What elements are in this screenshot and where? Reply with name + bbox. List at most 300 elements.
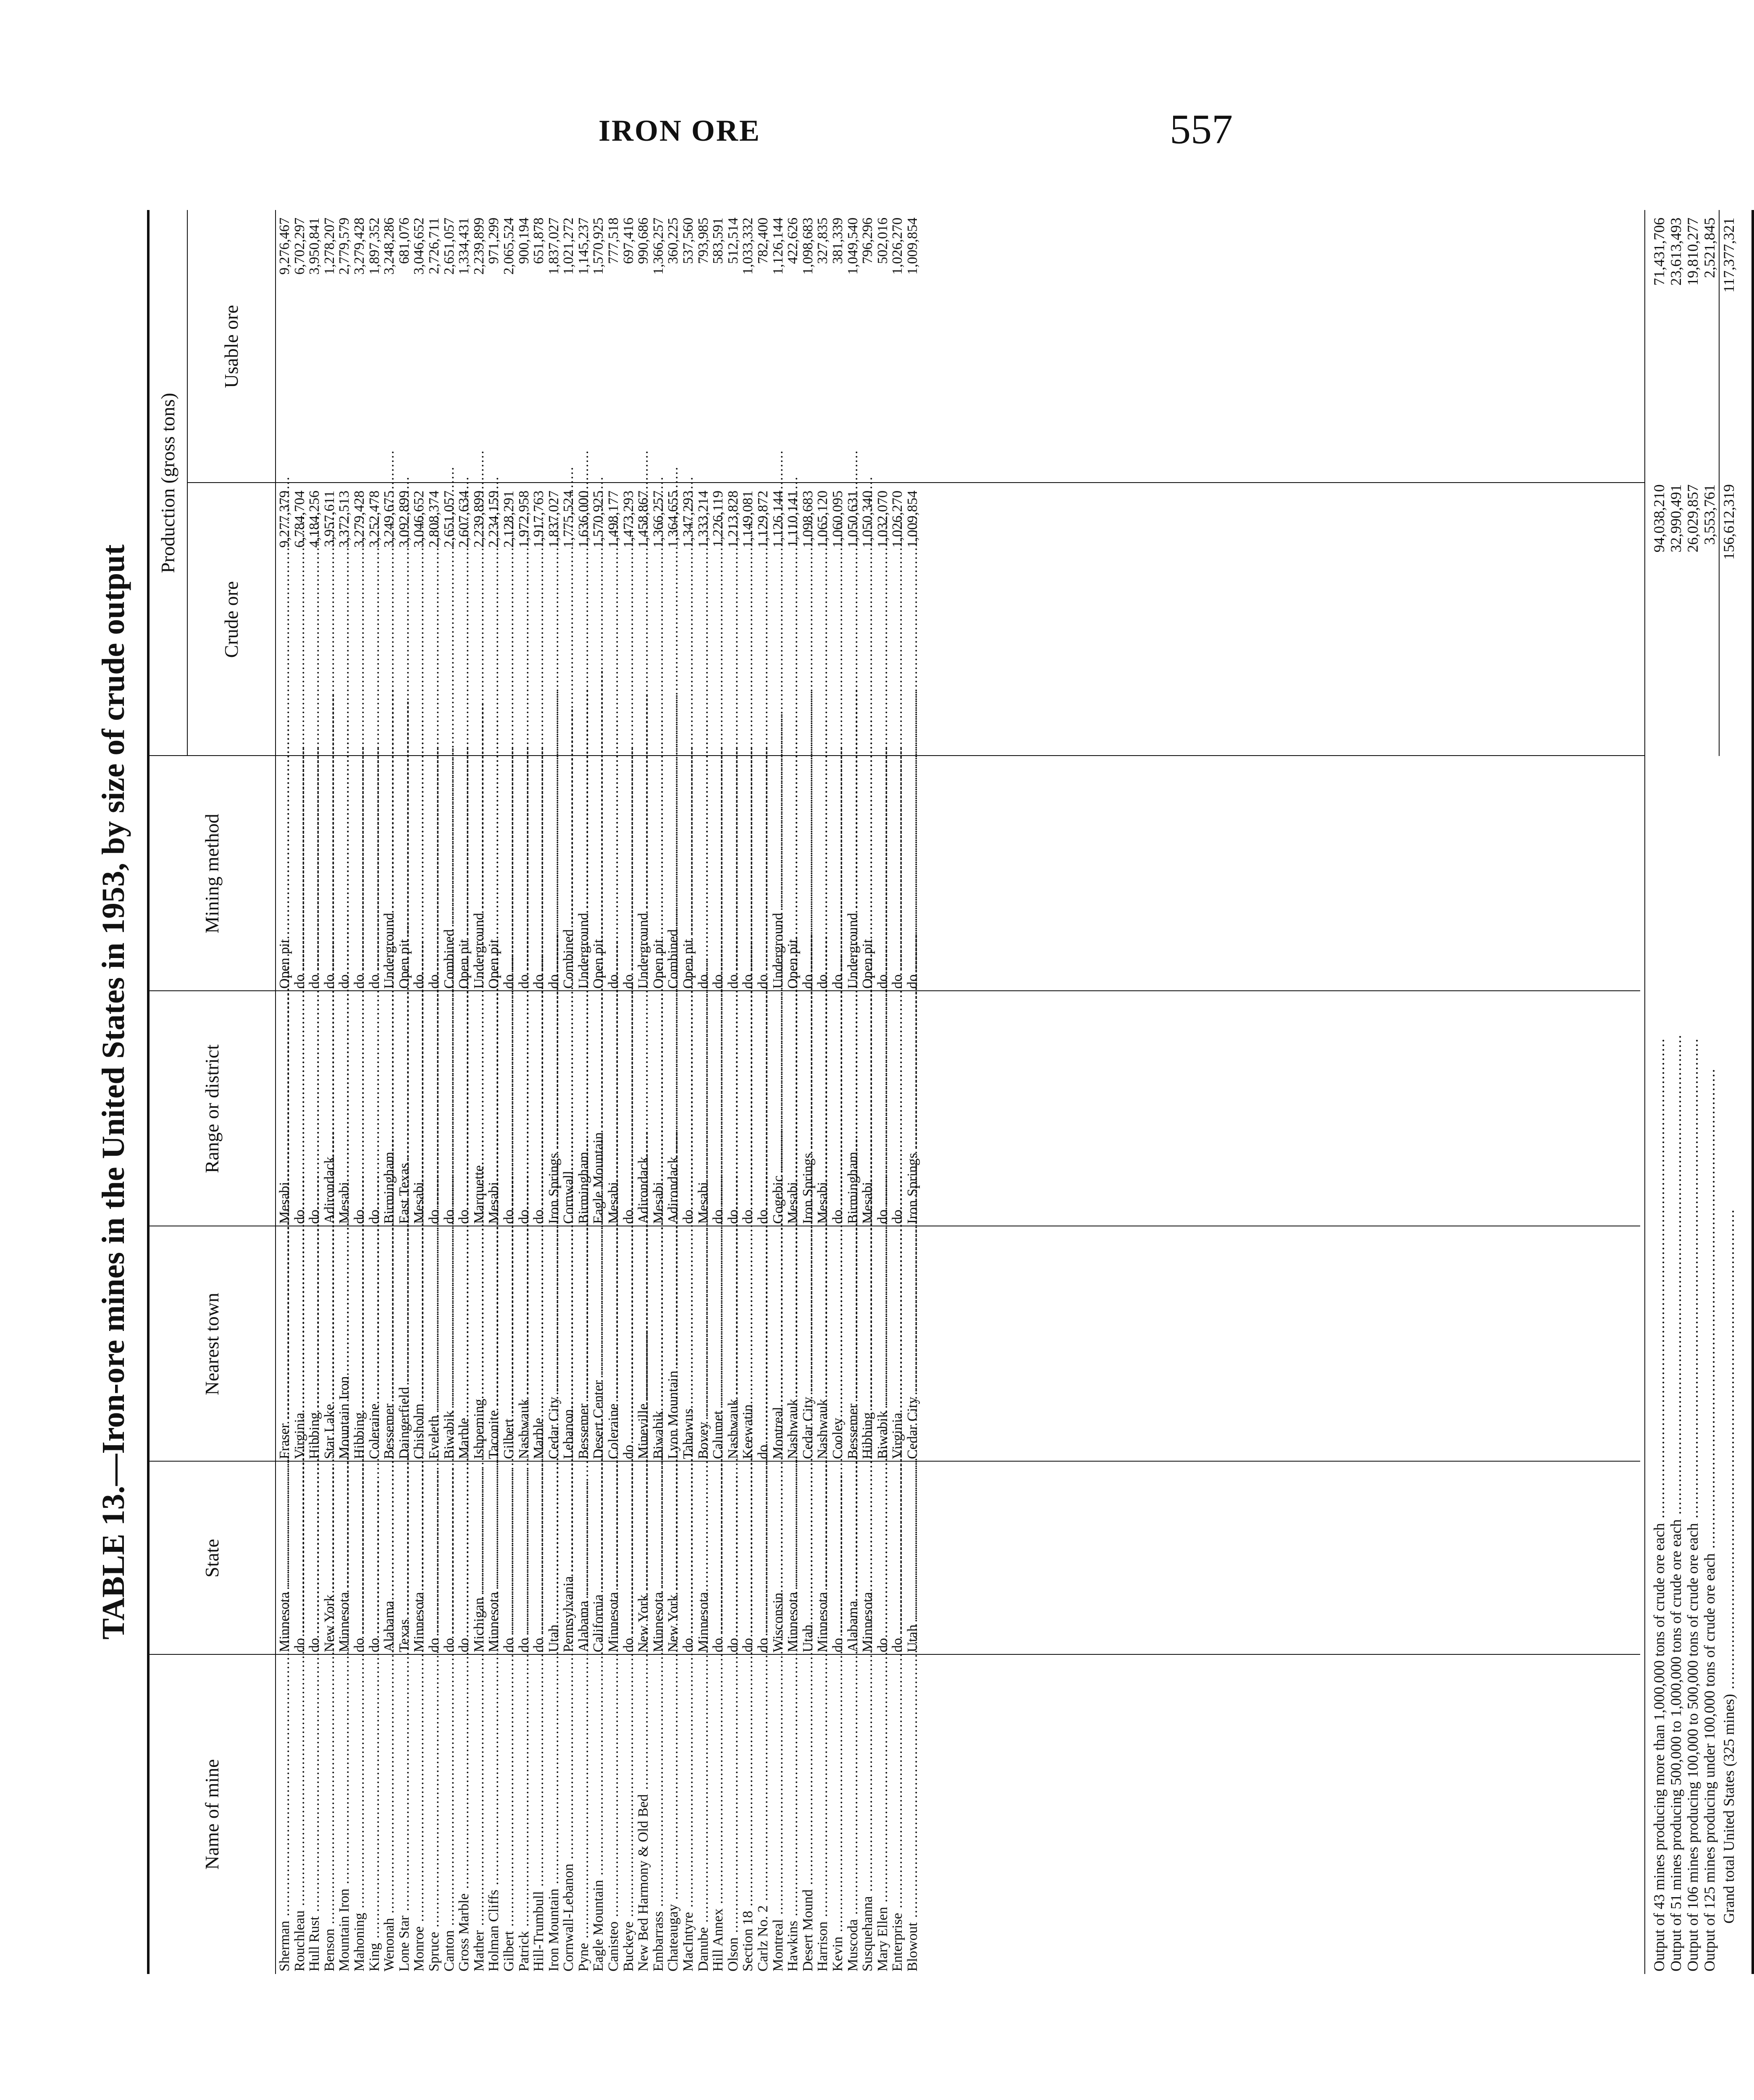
cell-crude: 1,065,120 [815,491,831,548]
cell-town: Daingerfield ..... [397,1226,412,1462]
cell-usable: 1,366,257 [650,218,666,275]
cell-crude: 2,651,057 [441,491,457,548]
table-row [517,210,532,1974]
cell-name: Mahoning ..... [352,1655,367,1974]
table-row [651,210,666,1974]
cell-usable: 1,033,332 [740,218,756,275]
cell-state: Minnesota ..... [486,1462,502,1655]
cell-town: Hibbing ..... [307,1226,322,1462]
cell-name: Cornwall-Lebanon ..... [561,1655,576,1974]
cell-method: Open pit ..... [591,756,606,991]
summary-crude: 3,553,761 [1701,484,1718,545]
cell-method: do ..... [621,756,636,991]
cell-crude: 3,092,899 [396,491,412,548]
cell-crude: 1,972,958 [516,491,532,548]
running-head-title: IRON ORE [599,114,761,147]
cell-name: Olson ..... [726,1655,741,1974]
table-row [457,210,472,1974]
cell-town: Cooley ..... [830,1226,845,1462]
table-row [307,210,322,1974]
cell-usable: 681,076 [396,218,412,264]
cell-crude: 3,252,478 [366,491,382,548]
cell-range: do ..... [890,991,905,1226]
cell-name: Benson ..... [322,1655,337,1974]
cell-method: do ..... [337,756,352,991]
cell-state: do ..... [352,1462,367,1655]
cell-town: Cedar City ..... [801,1226,816,1462]
cell-crude: 1,009,854 [904,491,920,548]
cell-name: King ..... [367,1655,382,1974]
cell-crude: 1,129,872 [755,491,771,548]
summary-label: Output of 51 mines producing 500,000 to 1,000,000 tons of crude ore each ..... [1667,744,1684,1974]
table-row [845,210,861,1974]
header-range: Range or district [201,1044,223,1173]
cell-state: Minnesota ..... [696,1462,711,1655]
cell-range: Birmingham ..... [382,991,397,1226]
cell-town: Montreal ..... [771,1226,786,1462]
table-row [815,210,830,1974]
cell-usable: 990,686 [635,218,651,264]
cell-name: Spruce ..... [427,1655,442,1974]
cell-state: Pennsylvania ..... [561,1462,576,1655]
header-name: Name of mine [201,1759,223,1870]
cell-state: Utah ..... [546,1462,562,1655]
cell-method: Combined ..... [561,756,576,991]
cell-state: do ..... [307,1462,322,1655]
table-row [502,210,517,1974]
cell-name: Hull Rust ..... [307,1655,322,1974]
cell-method: do ..... [427,756,442,991]
cell-crude: 1,458,867 [635,491,651,548]
cell-usable: 697,416 [620,218,636,264]
cell-town: Cedar City ..... [905,1226,920,1462]
cell-state: Minnesota ..... [412,1462,427,1655]
cell-name: Monroe ..... [412,1655,427,1974]
cell-town: Lebanon ..... [561,1226,576,1462]
cell-range: do ..... [442,991,457,1226]
cell-range: do ..... [756,991,771,1226]
grand-total-label: Grand total United States (325 mines) ..... [1720,743,1737,1974]
cell-method: do ..... [367,756,382,991]
running-head [0,106,1414,152]
table-row [352,210,367,1974]
table-bottom-rule [1751,210,1754,1974]
cell-range: Mesabi ..... [277,991,292,1226]
cell-range: do ..... [307,991,322,1226]
cell-town: Nashwauk ..... [726,1226,741,1462]
cell-crude: 3,372,513 [336,491,352,548]
header-state: State [201,1539,223,1578]
cell-usable: 1,026,270 [890,218,906,275]
cell-method: do ..... [531,756,546,991]
cell-name: Sherman ..... [277,1655,292,1974]
cell-usable: 422,626 [785,218,801,264]
cell-method: Underground ..... [845,756,861,991]
cell-town: Ishpeming ..... [472,1226,487,1462]
cell-town: Cedar City ..... [546,1226,562,1462]
cell-usable: 1,334,431 [456,218,472,275]
cell-range: do ..... [830,991,845,1226]
cell-name: Carlz No. 2 ..... [756,1655,771,1974]
cell-method: do ..... [502,756,517,991]
cell-state: California ..... [591,1462,606,1655]
cell-town: Coleraine ..... [367,1226,382,1462]
cell-name: Holman Cliffs ..... [486,1655,502,1974]
cell-town: Marble ..... [457,1226,472,1462]
cell-usable: 782,400 [755,218,771,264]
cell-range: Cornwall ..... [561,991,576,1226]
table-row [905,210,920,1974]
table-row [367,210,382,1974]
cell-method: do ..... [696,756,711,991]
cell-crude: 1,226,119 [710,491,726,547]
table-row [756,210,771,1974]
cell-town: do ..... [756,1226,771,1462]
cell-state: Utah ..... [905,1462,920,1655]
cell-crude: 3,249,675 [381,491,397,548]
cell-state: do ..... [427,1462,442,1655]
summary-crude: 94,038,210 [1651,484,1667,553]
cell-state: do ..... [367,1462,382,1655]
cell-method: do ..... [740,756,756,991]
cell-town: Bessemer ..... [576,1226,591,1462]
cell-state: Alabama ..... [576,1462,591,1655]
summary-crude: 32,990,491 [1667,484,1684,553]
summary-row [1667,210,1684,1974]
table-body [277,210,920,1974]
cell-name: Canisteo ..... [606,1655,621,1974]
cell-method: do ..... [711,756,726,991]
cell-name: MacIntyre ..... [681,1655,696,1974]
cell-state: do ..... [442,1462,457,1655]
table-row [546,210,562,1974]
table-row [696,210,711,1974]
cell-state: do ..... [457,1462,472,1655]
cell-usable: 3,046,652 [411,218,427,275]
cell-method: do ..... [546,756,562,991]
cell-method: do ..... [726,756,741,991]
table-row [397,210,412,1974]
cell-method: Combined ..... [442,756,457,991]
cell-range: Adirondack ..... [322,991,337,1226]
cell-range: do ..... [292,991,307,1226]
cell-crude: 1,126,144 [770,491,786,548]
cell-state: do ..... [517,1462,532,1655]
cell-range: Mesabi ..... [860,991,875,1226]
cell-name: Mather ..... [472,1655,487,1974]
cell-range: Mesabi ..... [785,991,801,1226]
table-summary [1651,210,1737,1974]
table-row [636,210,651,1974]
cell-crude: 3,279,428 [351,491,367,548]
cell-method: Open pit ..... [681,756,696,991]
cell-usable: 651,878 [531,218,547,264]
cell-crude: 6,784,704 [291,491,307,548]
cell-usable: 583,591 [710,218,726,264]
cell-range: Mesabi ..... [337,991,352,1226]
cell-usable: 777,518 [606,218,622,264]
page-number: 557 [1170,106,1233,152]
cell-range: Gogebic ..... [771,991,786,1226]
cell-range: Mesabi ..... [696,991,711,1226]
cell-method: do ..... [830,756,845,991]
cell-range: Iron Springs ..... [546,991,562,1226]
cell-state: Minnesota ..... [815,1462,830,1655]
cell-usable: 327,835 [815,218,831,264]
cell-range: do ..... [740,991,756,1226]
cell-crude: 2,128,291 [501,491,517,548]
summary-label: Output of 125 mines producing under 100,000 tons of crude ore each ..... [1701,744,1718,1974]
cell-crude: 1,473,293 [620,491,636,548]
summary-label: Output of 106 mines producing 100,000 to 500,000 tons of crude ore each ..... [1684,744,1701,1974]
cell-usable: 2,239,899 [471,218,487,275]
table-row [531,210,546,1974]
cell-method: Underground ..... [576,756,591,991]
cell-method: do ..... [322,756,337,991]
cell-range: do ..... [711,991,726,1226]
cell-usable: 3,950,841 [307,218,323,275]
table-row [606,210,621,1974]
cell-crude: 2,239,899 [471,491,487,548]
cell-range: Adirondack ..... [636,991,651,1226]
summary-row [1684,210,1701,1974]
cell-range: Iron Springs ..... [801,991,816,1226]
table-row [591,210,606,1974]
cell-name: Embarrass ..... [651,1655,666,1974]
cell-crude: 3,957,611 [321,491,337,547]
cell-method: do ..... [801,756,816,991]
cell-range: Iron Springs ..... [905,991,920,1226]
cell-usable: 3,248,286 [381,218,397,275]
cell-usable: 900,194 [516,218,532,264]
total-rule [1719,210,1720,756]
cell-state: do ..... [875,1462,890,1655]
cell-method: do ..... [905,756,920,991]
cell-state: do ..... [292,1462,307,1655]
cell-town: do ..... [621,1226,636,1462]
cell-usable: 537,560 [680,218,696,264]
cell-method: do ..... [292,756,307,991]
table-row [412,210,427,1974]
cell-method: do ..... [606,756,621,991]
cell-crude: 1,050,631 [845,491,861,548]
cell-state: Minnesota ..... [860,1462,875,1655]
cell-name: Mary Ellen ..... [875,1655,890,1974]
cell-town: Biwabik ..... [875,1226,890,1462]
cell-state: New York ..... [666,1462,681,1655]
table-caption: TABLE 13.—Iron-ore mines in the United States in 1953, by size of crude output [96,544,131,1640]
cell-name: Section 18 ..... [740,1655,756,1974]
cell-range: East Texas ..... [397,991,412,1226]
cell-method: Open pit ..... [785,756,801,991]
cell-crude: 1,775,524 [561,491,577,548]
cell-town: Coleraine ..... [606,1226,621,1462]
cell-range: do ..... [367,991,382,1226]
cell-name: Hawkins ..... [785,1655,801,1974]
cell-state: do ..... [830,1462,845,1655]
cell-crude: 1,636,000 [575,491,591,548]
cell-method: do ..... [875,756,890,991]
cell-range: Birmingham ..... [845,991,861,1226]
cell-name: Patrick ..... [517,1655,532,1974]
cell-usable: 3,279,428 [351,218,367,275]
cell-state: do ..... [756,1462,771,1655]
cell-name: Danube ..... [696,1655,711,1974]
cell-crude: 1,364,655 [665,491,681,548]
table-row [681,210,696,1974]
cell-usable: 796,296 [860,218,876,264]
table-row [337,210,352,1974]
cell-town: Star Lake ..... [322,1226,337,1462]
summary-row [1651,210,1667,1974]
header-town: Nearest town [201,1293,223,1395]
cell-town: Eveleth ..... [427,1226,442,1462]
cell-state: do ..... [740,1462,756,1655]
cell-usable: 502,016 [874,218,890,264]
table-row [292,210,307,1974]
cell-state: Minnesota ..... [606,1462,621,1655]
cell-crude: 1,837,027 [546,491,562,548]
cell-crude: 3,046,652 [411,491,427,548]
cell-usable: 360,225 [665,218,681,264]
cell-town: Bovey ..... [696,1226,711,1462]
cell-method: do ..... [352,756,367,991]
cell-name: Chateaugay ..... [666,1655,681,1974]
cell-crude: 1,333,214 [695,491,711,548]
cell-name: Lone Star ..... [397,1655,412,1974]
cell-usable: 381,339 [830,218,845,264]
cell-crude: 1,032,070 [874,491,890,548]
table-row [621,210,636,1974]
cell-crude: 1,149,081 [740,491,756,548]
cell-method: Open pit ..... [860,756,875,991]
cell-town: Virginia ..... [890,1226,905,1462]
cell-crude: 2,234,159 [486,491,502,548]
cell-town: Mountain Iron ..... [337,1226,352,1462]
cell-usable: 1,098,683 [800,218,816,275]
cell-usable: 2,651,057 [441,218,457,275]
cell-name: Wenonah ..... [382,1655,397,1974]
table-row [860,210,875,1974]
summary-crude: 26,029,857 [1684,484,1701,553]
cell-name: Hill Annex ..... [711,1655,726,1974]
cell-state: Alabama ..... [845,1462,861,1655]
summary-row [1701,210,1718,1974]
cell-crude: 1,917,763 [531,491,547,548]
rotated-table [88,210,1737,1974]
header-crude: Crude ore [221,581,242,658]
header-method: Mining method [201,814,223,934]
cell-state: New York ..... [322,1462,337,1655]
table-row [382,210,397,1974]
cell-method: do ..... [890,756,905,991]
grand-total-row [1720,210,1737,1974]
table-row [561,210,576,1974]
cell-crude: 1,060,095 [830,491,845,548]
cell-crude: 1,347,293 [680,491,696,548]
cell-usable: 1,837,027 [546,218,562,275]
cell-state: Minnesota ..... [277,1462,292,1655]
cell-name: Susquehanna ..... [860,1655,875,1974]
cell-state: Minnesota ..... [785,1462,801,1655]
cell-method: Open pit ..... [486,756,502,991]
summary-top-rule [1644,210,1645,1974]
cell-crude: 4,184,256 [307,491,323,548]
cell-state: do ..... [711,1462,726,1655]
cell-town: Gilbert ..... [502,1226,517,1462]
table-row [890,210,905,1974]
cell-town: Hibbing ..... [860,1226,875,1462]
cell-town: Hibbing ..... [352,1226,367,1462]
cell-name: Desert Mound ..... [801,1655,816,1974]
table-row [277,210,292,1974]
grand-total-usable: 117,377,321 [1720,218,1737,293]
cell-town: Taconite ..... [486,1226,502,1462]
cell-state: Alabama ..... [382,1462,397,1655]
cell-usable: 1,897,352 [366,218,382,275]
table-row [322,210,337,1974]
table-row [830,210,845,1974]
cell-town: Bessemer ..... [845,1226,861,1462]
cell-town: Desert Center ..... [591,1226,606,1462]
table-row [666,210,681,1974]
cell-town: Chisholm ..... [412,1226,427,1462]
header-production: Production (gross tons) [157,393,179,573]
cell-range: Mesabi ..... [412,991,427,1226]
cell-usable: 1,021,272 [561,218,577,275]
cell-method: Underground ..... [472,756,487,991]
cell-town: Biwabik ..... [442,1226,457,1462]
cell-range: do ..... [681,991,696,1226]
cell-town: Keewatin ..... [740,1226,756,1462]
cell-crude: 2,607,634 [456,491,472,548]
cell-name: Gross Marble ..... [457,1655,472,1974]
cell-method: do ..... [815,756,830,991]
cell-state: do ..... [681,1462,696,1655]
cell-range: do ..... [427,991,442,1226]
cell-method: Underground ..... [771,756,786,991]
cell-usable: 1,145,237 [575,218,591,275]
cell-name: Canton ..... [442,1655,457,1974]
summary-usable: 23,613,493 [1667,218,1684,286]
cell-usable: 1,570,925 [591,218,607,275]
cell-town: Bessemer ..... [382,1226,397,1462]
cell-range: do ..... [531,991,546,1226]
table-row [726,210,741,1974]
cell-state: Michigan ..... [472,1462,487,1655]
cell-name: Buckeye ..... [621,1655,636,1974]
cell-range: Birmingham ..... [576,991,591,1226]
cell-name: Montreal ..... [771,1655,786,1974]
cell-town: Nashwauk ..... [815,1226,830,1462]
table-row [442,210,457,1974]
cell-town: Virginia ..... [292,1226,307,1462]
cell-state: New York ..... [636,1462,651,1655]
cell-name: Muscoda ..... [845,1655,861,1974]
cell-town: Nashwauk ..... [517,1226,532,1462]
cell-town: Marble ..... [531,1226,546,1462]
summary-usable: 19,810,277 [1684,218,1701,286]
cell-range: do ..... [875,991,890,1226]
summary-usable: 2,521,845 [1701,218,1718,278]
cell-name: New Bed Harmony & Old Bed ..... [636,1655,651,1974]
cell-state: do ..... [531,1462,546,1655]
table-row [740,210,756,1974]
cell-usable: 1,126,144 [770,218,786,275]
cell-range: Mesabi ..... [815,991,830,1226]
cell-state: Minnesota ..... [651,1462,666,1655]
cell-crude: 1,570,925 [591,491,607,548]
